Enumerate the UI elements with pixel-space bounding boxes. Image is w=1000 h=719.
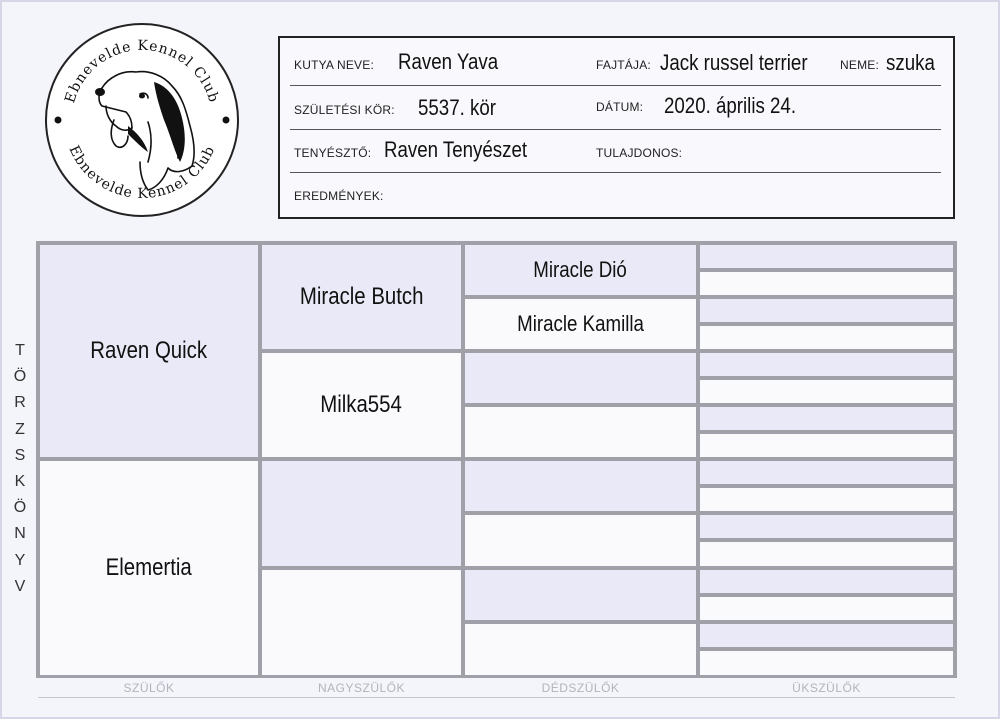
side-letter: Z xyxy=(15,420,25,438)
great-grandparent-cell xyxy=(463,351,698,405)
side-letter: K xyxy=(14,472,26,490)
grandparent-cell xyxy=(260,459,463,568)
parent-dam-name: Elemertia xyxy=(105,554,193,581)
great-great-grandparent-cell xyxy=(698,513,955,540)
pedigree-side-title xyxy=(10,338,30,600)
great-great-grandparent-cell xyxy=(698,432,955,459)
parent-sire-name: Raven Quick xyxy=(90,337,208,364)
owner-label: TULAJDONOS: xyxy=(596,146,683,160)
sex-label: NEME: xyxy=(840,58,880,72)
sex-value: szuka xyxy=(886,50,935,75)
dog-name-label: KUTYA NEVE: xyxy=(294,58,375,72)
great-great-grandparent-cell xyxy=(698,405,955,432)
great-great-grandparent-cell xyxy=(698,270,955,297)
date-label: DÁTUM: xyxy=(596,100,644,114)
great-grandparent-name: Miracle Kamilla xyxy=(517,311,644,336)
column-label-divider xyxy=(38,697,955,698)
great-grandparent-cell xyxy=(463,568,698,622)
great-grandparent-cell xyxy=(463,405,698,459)
great-grandparent-cell xyxy=(463,243,698,297)
side-letter: V xyxy=(14,577,26,595)
dog-name-value: Raven Yava xyxy=(398,49,499,74)
great-great-grandparent-cell xyxy=(698,649,955,677)
kennel-club-logo xyxy=(44,22,240,218)
dog-info-box xyxy=(278,36,955,219)
parent-dam-cell xyxy=(38,459,260,677)
great-grandparent-cell xyxy=(463,459,698,513)
column-label-great-great-grandparents: ÜKSZÜLŐK xyxy=(792,681,861,695)
great-great-grandparent-cell xyxy=(698,351,955,378)
grandparent-cell xyxy=(260,351,463,459)
info-divider xyxy=(290,172,941,173)
side-letter: R xyxy=(14,394,26,412)
great-grandparent-cell xyxy=(463,513,698,568)
breeder-value: Raven Tenyészet xyxy=(384,137,528,162)
side-letter: Ö xyxy=(13,368,27,386)
great-great-grandparent-cell xyxy=(698,459,955,486)
great-great-grandparent-cell xyxy=(698,243,955,270)
side-letter: N xyxy=(14,525,26,543)
great-great-grandparent-cell xyxy=(698,297,955,324)
great-grandparent-cell xyxy=(463,622,698,677)
logo-bottom-text: Ebnevelde Kennel Club xyxy=(65,143,219,203)
column-label-grandparents: NAGYSZÜLŐK xyxy=(317,681,406,695)
side-letter: Y xyxy=(14,551,26,569)
great-grandparent-cell xyxy=(463,297,698,351)
breed-value: Jack russel terrier xyxy=(660,50,808,75)
dog-head-seal-icon xyxy=(44,22,240,218)
side-letter: Ö xyxy=(13,499,27,517)
results-label: EREDMÉNYEK: xyxy=(294,189,384,203)
info-divider xyxy=(290,129,941,130)
date-value: 2020. április 24. xyxy=(664,93,797,118)
great-great-grandparent-cell xyxy=(698,540,955,568)
side-letter: S xyxy=(14,446,26,464)
parent-sire-cell xyxy=(38,243,260,459)
grandparent-name: Miracle Butch xyxy=(299,283,424,310)
breed-label: FAJTÁJA: xyxy=(596,58,651,72)
column-label-parents: SZÜLŐK xyxy=(123,681,175,695)
great-great-grandparent-cell xyxy=(698,568,955,595)
side-letter: T xyxy=(15,342,25,359)
grandparent-name: Milka554 xyxy=(320,391,403,418)
info-divider xyxy=(290,85,941,86)
birth-round-label: SZÜLETÉSI KÖR: xyxy=(294,103,395,117)
great-great-grandparent-cell xyxy=(698,622,955,649)
grandparent-cell xyxy=(260,568,463,677)
great-grandparent-name: Miracle Dió xyxy=(533,257,628,282)
logo-top-text: Ebnevelde Kennel Club xyxy=(62,37,222,106)
great-great-grandparent-cell xyxy=(698,486,955,513)
birth-round-value: 5537. kör xyxy=(418,95,496,120)
great-great-grandparent-cell xyxy=(698,324,955,351)
great-great-grandparent-cell xyxy=(698,378,955,405)
column-label-great-grandparents: DÉDSZÜLŐK xyxy=(541,681,620,695)
breeder-label: TENYÉSZTŐ: xyxy=(294,146,372,160)
grandparent-cell xyxy=(260,243,463,351)
great-great-grandparent-cell xyxy=(698,595,955,622)
